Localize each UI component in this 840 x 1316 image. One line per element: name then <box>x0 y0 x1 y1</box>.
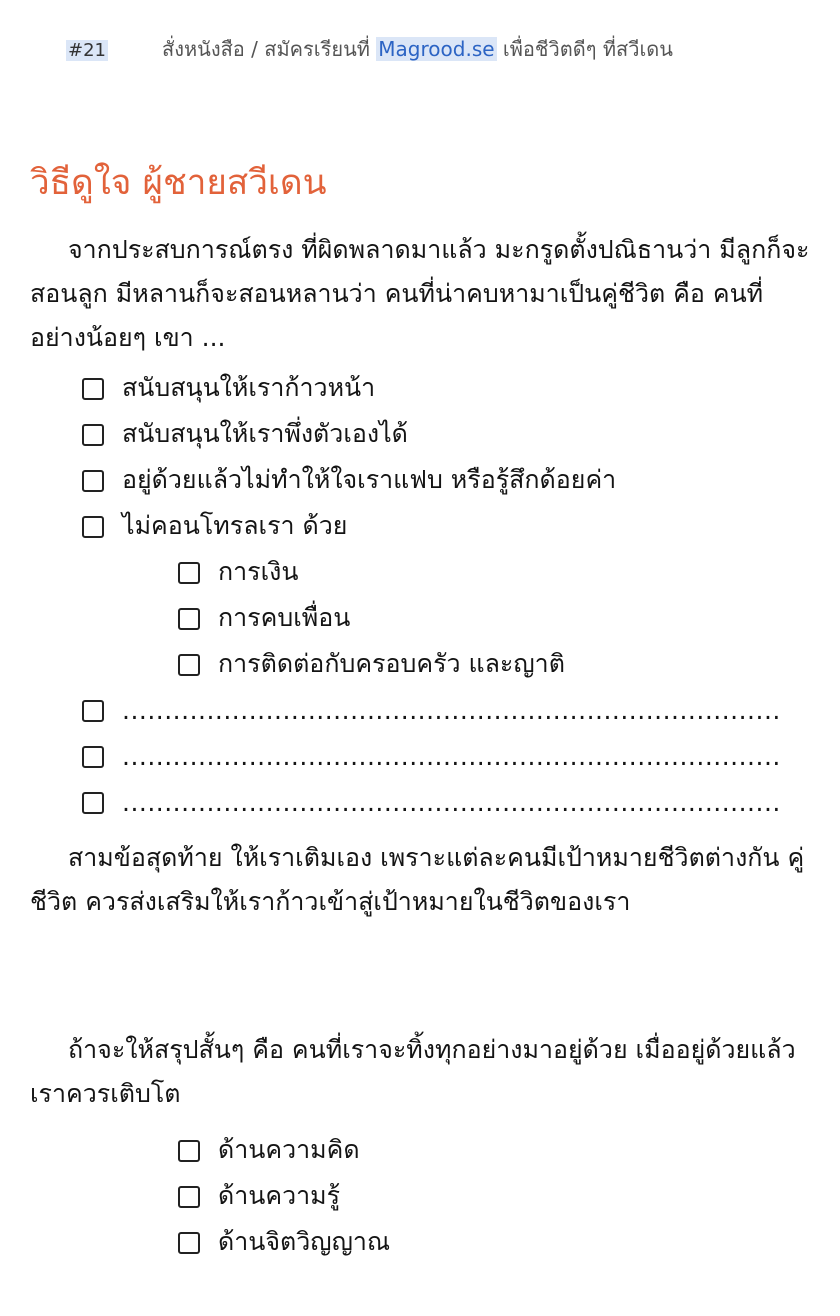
summary-paragraph: ถ้าจะให้สรุปสั้นๆ คือ คนที่เราจะทิ้งทุกอย่างมาอยู่ด้วย เมื่ออยู่ด้วยแล้วเราควรเติบโต <box>30 1035 796 1108</box>
sub-checklist-item[interactable] <box>178 596 350 640</box>
checklist-item-label: สนับสนุนให้เราพึ่งตัวเองได้ <box>122 419 408 448</box>
checkbox-icon[interactable] <box>178 654 200 676</box>
checkbox-icon[interactable] <box>178 1186 200 1208</box>
checkbox-icon[interactable] <box>82 378 104 400</box>
checkbox-icon[interactable] <box>178 562 200 584</box>
checklist-item[interactable] <box>82 412 408 456</box>
growth-checklist-item[interactable] <box>178 1128 360 1172</box>
sub-checklist-item-label: การเงิน <box>218 557 299 586</box>
checkbox-icon[interactable] <box>82 470 104 492</box>
growth-item-label: ด้านจิตวิญญาณ <box>218 1227 391 1256</box>
growth-item-label: ด้านความคิด <box>218 1135 360 1164</box>
checkbox-icon[interactable] <box>178 1232 200 1254</box>
growth-checklist-item[interactable] <box>178 1174 340 1218</box>
checklist-item[interactable] <box>82 504 347 548</box>
growth-checklist-item[interactable] <box>178 1220 390 1264</box>
header-text-after-link: เพื่อชีวิตดีๆ ที่สวีเดน <box>496 37 673 61</box>
checkbox-icon[interactable] <box>82 516 104 538</box>
sub-checklist-item-label: การติดต่อกับครอบครัว และญาติ <box>218 649 565 678</box>
checkbox-icon[interactable] <box>82 792 104 814</box>
blank-fill-line: .............................................................................. <box>122 695 781 725</box>
blank-checklist-item[interactable] <box>82 734 781 778</box>
checklist-item[interactable] <box>82 458 616 502</box>
checklist-item-label: สนับสนุนให้เราก้าวหน้า <box>122 373 376 402</box>
blank-fill-line: .............................................................................. <box>122 741 781 771</box>
checkbox-icon[interactable] <box>178 608 200 630</box>
checklist-item-label: อยู่ด้วยแล้วไม่ทำให้ใจเราแฟบ หรือรู้สึกด้อยค่า <box>122 465 617 494</box>
blank-checklist-item[interactable] <box>82 780 781 824</box>
page-header <box>66 34 806 64</box>
checkbox-icon[interactable] <box>82 700 104 722</box>
sub-checklist-item-label: การคบเพื่อน <box>218 603 351 632</box>
sub-checklist-item[interactable] <box>178 642 565 686</box>
checkbox-icon[interactable] <box>178 1140 200 1162</box>
checklist-item-label: ไม่คอนโทรลเรา ด้วย <box>122 511 348 540</box>
note-paragraph: สามข้อสุดท้าย ให้เราเติมเอง เพราะแต่ละคนมีเป้าหมายชีวิตต่างกัน คู่ชีวิต ควรส่งเสริมให้เราก้าวเข้าสู่เป้าหมายในชีวิตของเรา <box>30 843 805 916</box>
header-text-before-link: สั่งหนังสือ / สมัครเรียนที่ <box>162 37 377 61</box>
sub-checklist-item[interactable] <box>178 550 298 594</box>
page-number: #21 <box>68 40 106 61</box>
intro-paragraph: จากประสบการณ์ตรง ที่ผิดพลาดมาแล้ว มะกรูดตั้งปณิธานว่า มีลูกก็จะสอนลูก มีหลานก็จะสอนหลานว่า คนที่น่าคบหามาเป็นคู่ชีวิต คือ คนที่อย่างน้อยๆ เขา ... <box>30 235 810 352</box>
blank-checklist-item[interactable] <box>82 688 781 732</box>
site-link[interactable]: Magrood.se <box>378 37 495 61</box>
checkbox-icon[interactable] <box>82 746 104 768</box>
growth-item-label: ด้านความรู้ <box>218 1181 341 1210</box>
page-title: วิธีดูใจ ผู้ชายสวีเดน <box>30 163 327 203</box>
checkbox-icon[interactable] <box>82 424 104 446</box>
blank-fill-line: .............................................................................. <box>122 787 781 817</box>
checklist-item[interactable] <box>82 366 375 410</box>
